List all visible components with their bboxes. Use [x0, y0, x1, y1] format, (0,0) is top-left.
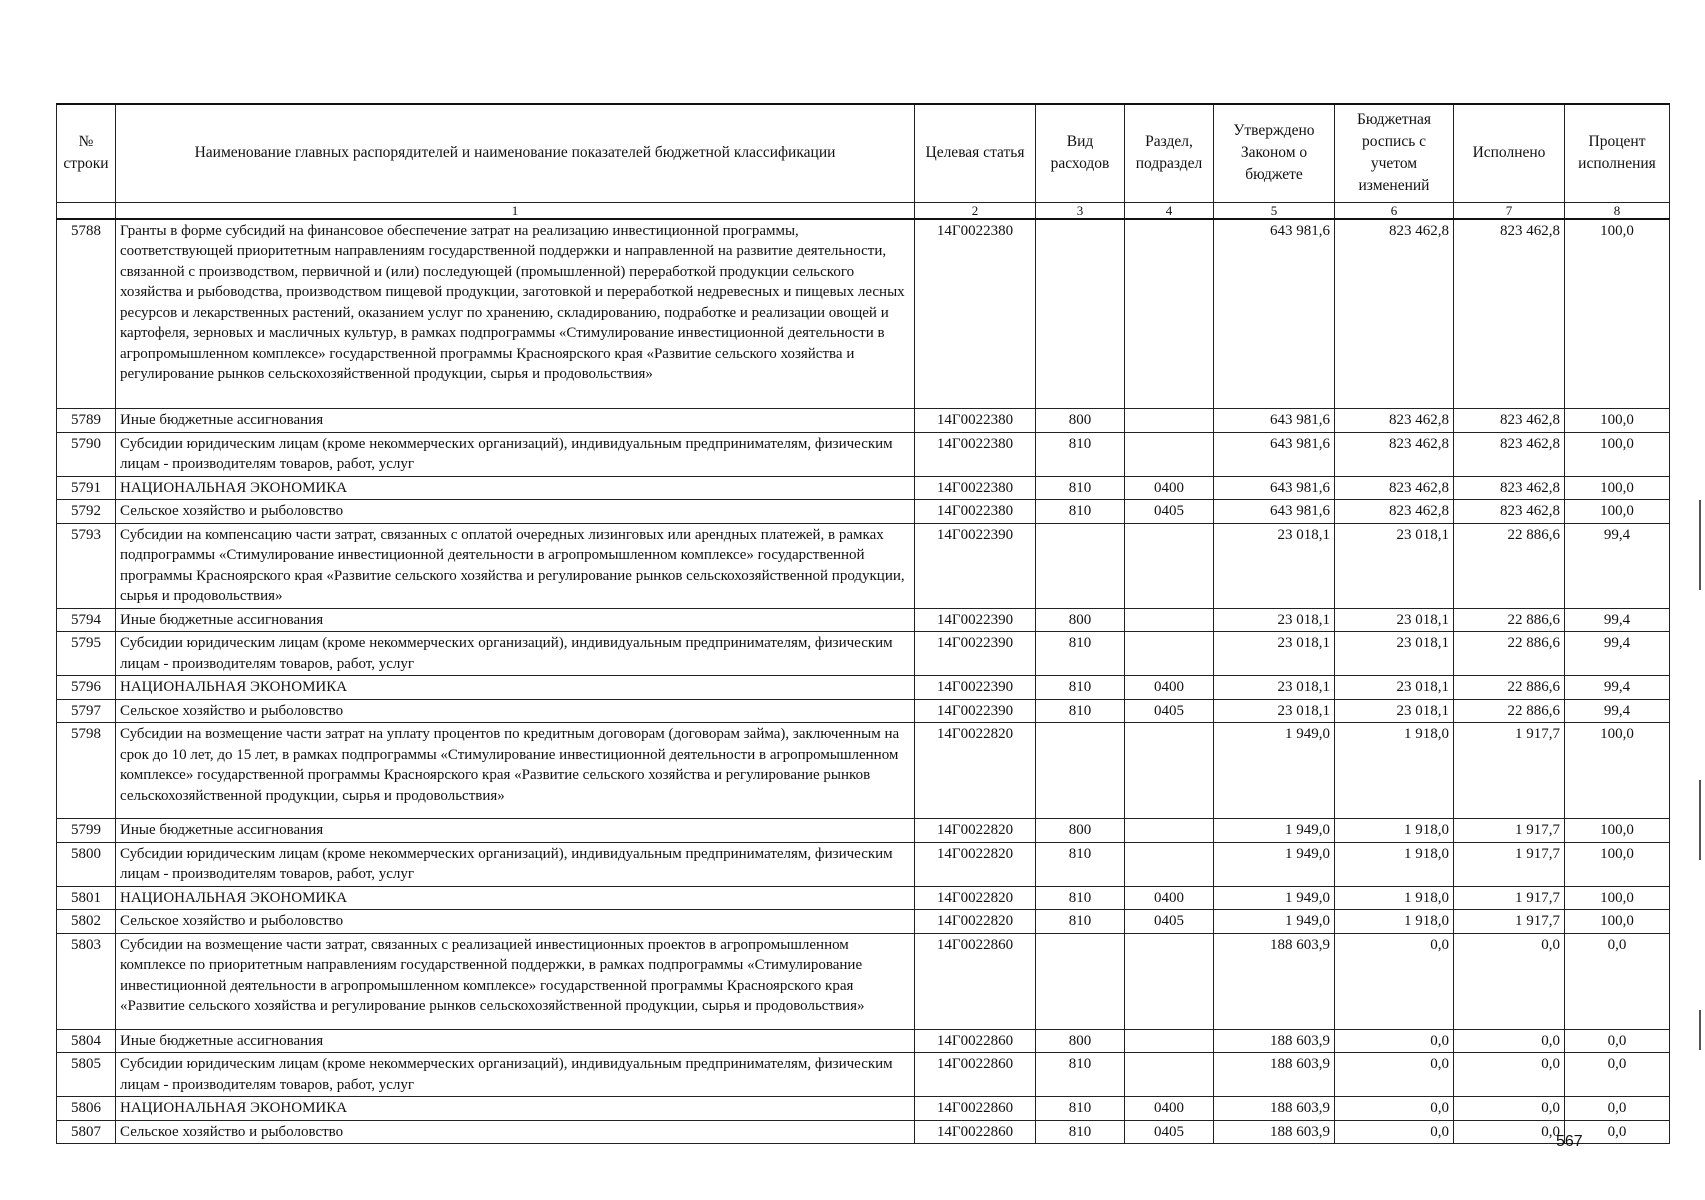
- table-row: [57, 676, 1670, 700]
- row-section: 0405: [1125, 699, 1214, 723]
- row-expense-type: 800: [1036, 608, 1125, 632]
- row-number: 5795: [57, 632, 116, 676]
- row-expense-type: [1036, 523, 1125, 608]
- table-row: [57, 819, 1670, 843]
- row-section: 0405: [1125, 910, 1214, 934]
- row-name: Субсидии на компенсацию части затрат, связанных с оплатой очередных лизинговых или арендных платежей, в рамках подпрограммы «Стимулирование инвестиционной деятельности в агропромышленном комплексе» государственной программы Красноярского края «Развитие сельского хозяйства и регулирование рынков сельскохозяйственной продукции, сырья и продовольствия»: [116, 523, 915, 608]
- row-target-article: 14Г0022380: [915, 432, 1036, 476]
- table-row: [57, 1097, 1670, 1121]
- row-name: Субсидии юридическим лицам (кроме некоммерческих организаций), индивидуальным предпринимателям, физическим лицам - производителям товаров, работ, услуг: [116, 842, 915, 886]
- header-row-number: № строки: [57, 104, 116, 202]
- row-executed: 22 886,6: [1454, 523, 1565, 608]
- row-executed: 22 886,6: [1454, 699, 1565, 723]
- row-budget-list: 823 462,8: [1335, 409, 1454, 433]
- row-number: 5792: [57, 500, 116, 524]
- row-expense-type: 800: [1036, 1029, 1125, 1053]
- row-target-article: 14Г0022380: [915, 409, 1036, 433]
- table-body: [57, 219, 1670, 1144]
- row-target-article: 14Г0022820: [915, 723, 1036, 819]
- row-target-article: 14Г0022860: [915, 1029, 1036, 1053]
- row-executed: 22 886,6: [1454, 608, 1565, 632]
- row-executed: 0,0: [1454, 1029, 1565, 1053]
- row-budget-list: 823 462,8: [1335, 432, 1454, 476]
- row-section: [1125, 523, 1214, 608]
- row-executed: 1 917,7: [1454, 910, 1565, 934]
- row-expense-type: 810: [1036, 699, 1125, 723]
- row-name: НАЦИОНАЛЬНАЯ ЭКОНОМИКА: [116, 676, 915, 700]
- row-percent: 100,0: [1565, 432, 1670, 476]
- row-name: НАЦИОНАЛЬНАЯ ЭКОНОМИКА: [116, 476, 915, 500]
- row-percent: 100,0: [1565, 476, 1670, 500]
- scan-edge-mark: [1699, 780, 1701, 860]
- row-expense-type: 810: [1036, 1053, 1125, 1097]
- row-number: 5791: [57, 476, 116, 500]
- row-budget-list: 1 918,0: [1335, 723, 1454, 819]
- row-target-article: 14Г0022390: [915, 523, 1036, 608]
- row-section: 0405: [1125, 1120, 1214, 1144]
- table-row: [57, 910, 1670, 934]
- table-row: [57, 1053, 1670, 1097]
- row-executed: 22 886,6: [1454, 632, 1565, 676]
- row-approved: 643 981,6: [1214, 500, 1335, 524]
- row-name: Субсидии юридическим лицам (кроме некоммерческих организаций), индивидуальным предпринимателям, физическим лицам - производителям товаров, работ, услуг: [116, 1053, 915, 1097]
- row-section: 0405: [1125, 500, 1214, 524]
- row-approved: 1 949,0: [1214, 723, 1335, 819]
- row-name: Сельское хозяйство и рыболовство: [116, 500, 915, 524]
- row-expense-type: [1036, 219, 1125, 409]
- row-executed: 1 917,7: [1454, 819, 1565, 843]
- row-number: 5796: [57, 676, 116, 700]
- row-executed: 22 886,6: [1454, 676, 1565, 700]
- header-approved: Утверждено Законом о бюджете: [1214, 104, 1335, 202]
- row-number: 5788: [57, 219, 116, 409]
- row-expense-type: 810: [1036, 676, 1125, 700]
- row-percent: 0,0: [1565, 1053, 1670, 1097]
- row-approved: 643 981,6: [1214, 476, 1335, 500]
- row-target-article: 14Г0022390: [915, 676, 1036, 700]
- header-executed: Исполнено: [1454, 104, 1565, 202]
- row-executed: 823 462,8: [1454, 476, 1565, 500]
- row-executed: 0,0: [1454, 1053, 1565, 1097]
- row-number: 5800: [57, 842, 116, 886]
- row-percent: 99,4: [1565, 608, 1670, 632]
- row-executed: 0,0: [1454, 1097, 1565, 1121]
- row-section: [1125, 632, 1214, 676]
- row-number: 5793: [57, 523, 116, 608]
- row-executed: 823 462,8: [1454, 432, 1565, 476]
- row-expense-type: [1036, 933, 1125, 1029]
- row-percent: 100,0: [1565, 723, 1670, 819]
- table-row: [57, 723, 1670, 819]
- row-number: 5801: [57, 886, 116, 910]
- row-approved: 1 949,0: [1214, 910, 1335, 934]
- row-number: 5789: [57, 409, 116, 433]
- budget-execution-table: [56, 103, 1670, 1144]
- table-header-row: [57, 104, 1670, 202]
- row-section: 0400: [1125, 676, 1214, 700]
- row-name: Сельское хозяйство и рыболовство: [116, 699, 915, 723]
- column-number: 3: [1036, 202, 1125, 219]
- row-executed: 0,0: [1454, 933, 1565, 1029]
- row-section: [1125, 219, 1214, 409]
- row-approved: 643 981,6: [1214, 409, 1335, 433]
- row-target-article: 14Г0022860: [915, 1097, 1036, 1121]
- row-executed: 823 462,8: [1454, 219, 1565, 409]
- row-executed: 823 462,8: [1454, 409, 1565, 433]
- row-percent: 0,0: [1565, 1029, 1670, 1053]
- row-section: [1125, 432, 1214, 476]
- row-section: [1125, 723, 1214, 819]
- row-section: 0400: [1125, 886, 1214, 910]
- row-approved: 1 949,0: [1214, 886, 1335, 910]
- row-budget-list: 0,0: [1335, 1029, 1454, 1053]
- scan-edge-mark: [1699, 500, 1701, 590]
- row-name: Субсидии юридическим лицам (кроме некоммерческих организаций), индивидуальным предпринимателям, физическим лицам - производителям товаров, работ, услуг: [116, 432, 915, 476]
- row-number: 5803: [57, 933, 116, 1029]
- row-number: 5798: [57, 723, 116, 819]
- row-section: [1125, 842, 1214, 886]
- row-section: [1125, 933, 1214, 1029]
- table-row: [57, 1029, 1670, 1053]
- row-target-article: 14Г0022820: [915, 910, 1036, 934]
- row-approved: 188 603,9: [1214, 1053, 1335, 1097]
- row-percent: 100,0: [1565, 910, 1670, 934]
- row-name: Субсидии на возмещение части затрат на уплату процентов по кредитным договорам (договорам займа), заключенным на срок до 10 лет, до 15 лет, в рамках подпрограммы «Стимулирование инвестиционной деятельности в агропромышленном комплексе» государственной программы Красноярского края «Развитие сельского хозяйства и регулирование рынков сельскохозяйственной продукции, сырья и продовольствия»: [116, 723, 915, 819]
- row-percent: 100,0: [1565, 819, 1670, 843]
- row-expense-type: 800: [1036, 819, 1125, 843]
- table-row: [57, 219, 1670, 409]
- row-name: Иные бюджетные ассигнования: [116, 409, 915, 433]
- table-row: [57, 699, 1670, 723]
- row-expense-type: 810: [1036, 1097, 1125, 1121]
- row-approved: 23 018,1: [1214, 676, 1335, 700]
- row-approved: 23 018,1: [1214, 523, 1335, 608]
- row-number: 5802: [57, 910, 116, 934]
- row-expense-type: 800: [1036, 409, 1125, 433]
- row-target-article: 14Г0022380: [915, 476, 1036, 500]
- row-percent: 99,4: [1565, 523, 1670, 608]
- row-executed: 1 917,7: [1454, 842, 1565, 886]
- row-target-article: 14Г0022820: [915, 842, 1036, 886]
- table-row: [57, 933, 1670, 1029]
- column-number: [57, 202, 116, 219]
- row-expense-type: 810: [1036, 432, 1125, 476]
- row-percent: 100,0: [1565, 219, 1670, 409]
- row-approved: 23 018,1: [1214, 699, 1335, 723]
- table-row: [57, 842, 1670, 886]
- row-budget-list: 0,0: [1335, 1097, 1454, 1121]
- row-section: 0400: [1125, 476, 1214, 500]
- row-expense-type: 810: [1036, 1120, 1125, 1144]
- table-row: [57, 500, 1670, 524]
- table-row: [57, 409, 1670, 433]
- row-executed: 1 917,7: [1454, 723, 1565, 819]
- column-number: 4: [1125, 202, 1214, 219]
- row-number: 5806: [57, 1097, 116, 1121]
- row-executed: 823 462,8: [1454, 500, 1565, 524]
- row-target-article: 14Г0022860: [915, 933, 1036, 1029]
- row-percent: 99,4: [1565, 632, 1670, 676]
- table-row: [57, 886, 1670, 910]
- row-percent: 0,0: [1565, 1120, 1670, 1144]
- row-target-article: 14Г0022390: [915, 632, 1036, 676]
- table-row: [57, 608, 1670, 632]
- row-name: Субсидии юридическим лицам (кроме некоммерческих организаций), индивидуальным предпринимателям, физическим лицам - производителям товаров, работ, услуг: [116, 632, 915, 676]
- row-approved: 188 603,9: [1214, 1097, 1335, 1121]
- header-name: Наименование главных распорядителей и наименование показателей бюджетной классификации: [116, 104, 915, 202]
- row-budget-list: 0,0: [1335, 1120, 1454, 1144]
- row-target-article: 14Г0022390: [915, 699, 1036, 723]
- header-expense-type: Вид расходов: [1036, 104, 1125, 202]
- row-percent: 0,0: [1565, 933, 1670, 1029]
- row-name: Субсидии на возмещение части затрат, связанных с реализацией инвестиционных проектов в агропромышленном комплексе по приоритетным направлениям государственной поддержки, в рамках подпрограммы «Стимулирование инвестиционной деятельности в агропромышленном комплексе» государственной программы Красноярского края «Развитие сельского хозяйства и регулирование рынков сельскохозяйственной продукции, сырья и продовольствия»: [116, 933, 915, 1029]
- row-expense-type: 810: [1036, 910, 1125, 934]
- row-budget-list: 23 018,1: [1335, 699, 1454, 723]
- row-executed: 0,0: [1454, 1120, 1565, 1144]
- row-name: Сельское хозяйство и рыболовство: [116, 910, 915, 934]
- row-budget-list: 0,0: [1335, 1053, 1454, 1097]
- row-budget-list: 823 462,8: [1335, 476, 1454, 500]
- row-approved: 1 949,0: [1214, 842, 1335, 886]
- row-expense-type: 810: [1036, 500, 1125, 524]
- row-approved: 188 603,9: [1214, 1029, 1335, 1053]
- row-approved: 643 981,6: [1214, 432, 1335, 476]
- header-section: Раздел, подраздел: [1125, 104, 1214, 202]
- column-number: 2: [915, 202, 1036, 219]
- row-expense-type: 810: [1036, 842, 1125, 886]
- column-number: 8: [1565, 202, 1670, 219]
- row-percent: 100,0: [1565, 500, 1670, 524]
- column-number: 7: [1454, 202, 1565, 219]
- row-budget-list: 0,0: [1335, 933, 1454, 1029]
- row-number: 5805: [57, 1053, 116, 1097]
- row-name: Иные бюджетные ассигнования: [116, 819, 915, 843]
- row-target-article: 14Г0022860: [915, 1120, 1036, 1144]
- row-percent: 100,0: [1565, 842, 1670, 886]
- row-budget-list: 23 018,1: [1335, 523, 1454, 608]
- table-row: [57, 523, 1670, 608]
- row-approved: 643 981,6: [1214, 219, 1335, 409]
- table-row: [57, 632, 1670, 676]
- scan-edge-mark: [1699, 1010, 1701, 1050]
- row-name: НАЦИОНАЛЬНАЯ ЭКОНОМИКА: [116, 1097, 915, 1121]
- header-percent: Процент исполнения: [1565, 104, 1670, 202]
- row-expense-type: 810: [1036, 476, 1125, 500]
- row-budget-list: 23 018,1: [1335, 632, 1454, 676]
- row-name: Иные бюджетные ассигнования: [116, 608, 915, 632]
- row-number: 5790: [57, 432, 116, 476]
- row-percent: 99,4: [1565, 676, 1670, 700]
- row-name: НАЦИОНАЛЬНАЯ ЭКОНОМИКА: [116, 886, 915, 910]
- row-percent: 100,0: [1565, 409, 1670, 433]
- row-budget-list: 1 918,0: [1335, 886, 1454, 910]
- row-target-article: 14Г0022380: [915, 219, 1036, 409]
- table-row: [57, 432, 1670, 476]
- row-number: 5797: [57, 699, 116, 723]
- row-approved: 188 603,9: [1214, 933, 1335, 1029]
- column-number: 5: [1214, 202, 1335, 219]
- row-budget-list: 1 918,0: [1335, 910, 1454, 934]
- row-budget-list: 823 462,8: [1335, 219, 1454, 409]
- row-number: 5794: [57, 608, 116, 632]
- column-number-row: [57, 202, 1670, 219]
- row-name: Иные бюджетные ассигнования: [116, 1029, 915, 1053]
- row-section: [1125, 1053, 1214, 1097]
- row-section: [1125, 1029, 1214, 1053]
- row-budget-list: 23 018,1: [1335, 608, 1454, 632]
- row-section: 0400: [1125, 1097, 1214, 1121]
- row-name: Сельское хозяйство и рыболовство: [116, 1120, 915, 1144]
- row-number: 5804: [57, 1029, 116, 1053]
- row-percent: 100,0: [1565, 886, 1670, 910]
- row-budget-list: 823 462,8: [1335, 500, 1454, 524]
- row-number: 5799: [57, 819, 116, 843]
- row-percent: 99,4: [1565, 699, 1670, 723]
- row-percent: 0,0: [1565, 1097, 1670, 1121]
- row-expense-type: 810: [1036, 632, 1125, 676]
- row-target-article: 14Г0022390: [915, 608, 1036, 632]
- row-target-article: 14Г0022860: [915, 1053, 1036, 1097]
- row-budget-list: 1 918,0: [1335, 819, 1454, 843]
- row-name: Гранты в форме субсидий на финансовое обеспечение затрат на реализацию инвестиционной программы, соответствующей приоритетным направлениям государственной поддержки и направленной на развитие деятельности, связанной с производством, первичной и (или) последующей (промышленной) переработкой продукции сельского хозяйства и рыбоводства, производством пищевой продукции, заготовкой и переработкой недревесных и пищевых лесных ресурсов и лекарственных растений, оказанием услуг по хранению, складированию, подработке и реализации овощей и картофеля, зерновых и масличных культур, в рамках подпрограммы «Стимулирование инвестиционной деятельности в агропромышленном комплексе» государственной программы Красноярского края «Развитие сельского хозяйства и регулирование рынков сельскохозяйственной продукции, сырья и продовольствия»: [116, 219, 915, 409]
- row-section: [1125, 608, 1214, 632]
- column-number: 6: [1335, 202, 1454, 219]
- row-target-article: 14Г0022820: [915, 886, 1036, 910]
- row-approved: 23 018,1: [1214, 632, 1335, 676]
- row-budget-list: 1 918,0: [1335, 842, 1454, 886]
- row-number: 5807: [57, 1120, 116, 1144]
- row-section: [1125, 409, 1214, 433]
- page-number: 567: [1556, 1133, 1583, 1150]
- row-approved: 188 603,9: [1214, 1120, 1335, 1144]
- row-approved: 23 018,1: [1214, 608, 1335, 632]
- column-number: 1: [116, 202, 915, 219]
- row-target-article: 14Г0022820: [915, 819, 1036, 843]
- row-expense-type: 810: [1036, 886, 1125, 910]
- row-approved: 1 949,0: [1214, 819, 1335, 843]
- table-row: [57, 1120, 1670, 1144]
- table-row: [57, 476, 1670, 500]
- row-target-article: 14Г0022380: [915, 500, 1036, 524]
- header-target-article: Целевая статья: [915, 104, 1036, 202]
- row-budget-list: 23 018,1: [1335, 676, 1454, 700]
- header-budget-list: Бюджетная роспись с учетом изменений: [1335, 104, 1454, 202]
- row-expense-type: [1036, 723, 1125, 819]
- row-section: [1125, 819, 1214, 843]
- row-executed: 1 917,7: [1454, 886, 1565, 910]
